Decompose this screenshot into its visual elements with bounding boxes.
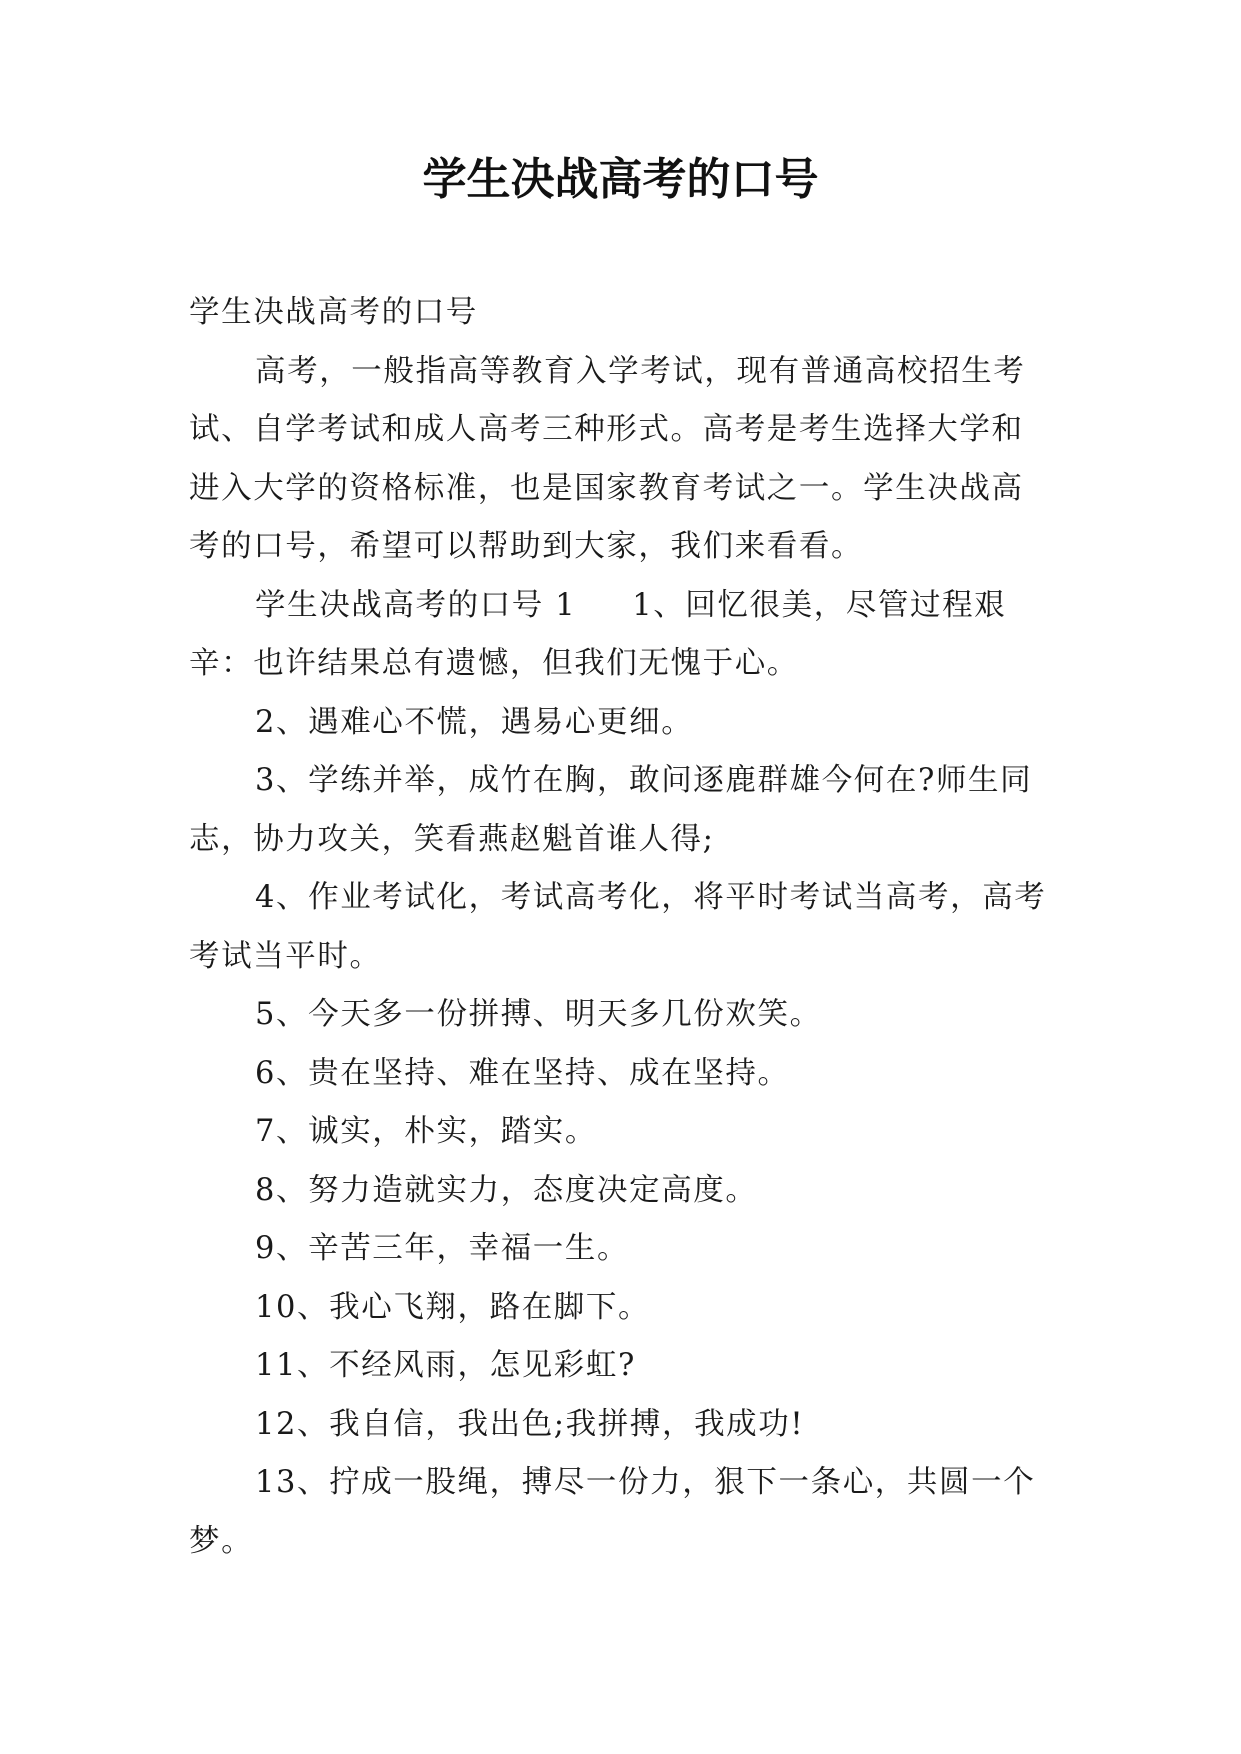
document-subtitle: 学生决战高考的口号 bbox=[189, 295, 478, 330]
slogan-item-3: 3、学练并举，成竹在胸，敢问逐鹿群雄今何在?师生同志，协力攻关，笑看燕赵魁首谁人得; bbox=[189, 763, 1033, 857]
slogan-item-5: 5、今天多一份拼搏、明天多几份欢笑。 bbox=[255, 997, 822, 1032]
document-body bbox=[189, 284, 1054, 1571]
slogan-item-1: 1、回忆很美，尽管过程艰辛：也许结果总有遗憾，但我们无愧于心。 bbox=[189, 587, 1007, 681]
slogan-item-13: 13、拧成一股绳，搏尽一份力，狠下一条心，共圆一个梦。 bbox=[189, 1465, 1036, 1559]
slogan-item-12: 12、我自信，我出色;我拼搏，我成功! bbox=[255, 1406, 805, 1442]
slogan-item-11: 11、不经风雨，怎见彩虹? bbox=[255, 1348, 636, 1383]
intro-paragraph: 高考，一般指高等教育入学考试，现有普通高校招生考试、自学考试和成人高考三种形式。高考是考生选择大学和进入大学的资格标准，也是国家教育考试之一。学生决战高考的口号，希望可以帮助到大家，我们来看看。 bbox=[189, 353, 1026, 564]
slogan-item-2: 2、遇难心不慌，遇易心更细。 bbox=[255, 704, 694, 740]
slogan-item-6: 6、贵在坚持、难在坚持、成在坚持。 bbox=[255, 1055, 790, 1091]
section-heading: 学生决战高考的口号 1 bbox=[255, 587, 577, 623]
section-paragraph bbox=[189, 577, 1054, 694]
slogan-item-4: 4、作业考试化，考试高考化，将平时考试当高考，高考考试当平时。 bbox=[189, 880, 1047, 974]
slogan-item-8: 8、努力造就实力，态度决定高度。 bbox=[255, 1172, 758, 1208]
document-title: 学生决战高考的口号 bbox=[422, 154, 819, 205]
slogan-item-7: 7、诚实，朴实，踏实。 bbox=[255, 1114, 598, 1149]
slogan-item-9: 9、辛苦三年，幸福一生。 bbox=[255, 1231, 630, 1266]
slogan-item-10: 10、我心飞翔，路在脚下。 bbox=[255, 1289, 651, 1325]
